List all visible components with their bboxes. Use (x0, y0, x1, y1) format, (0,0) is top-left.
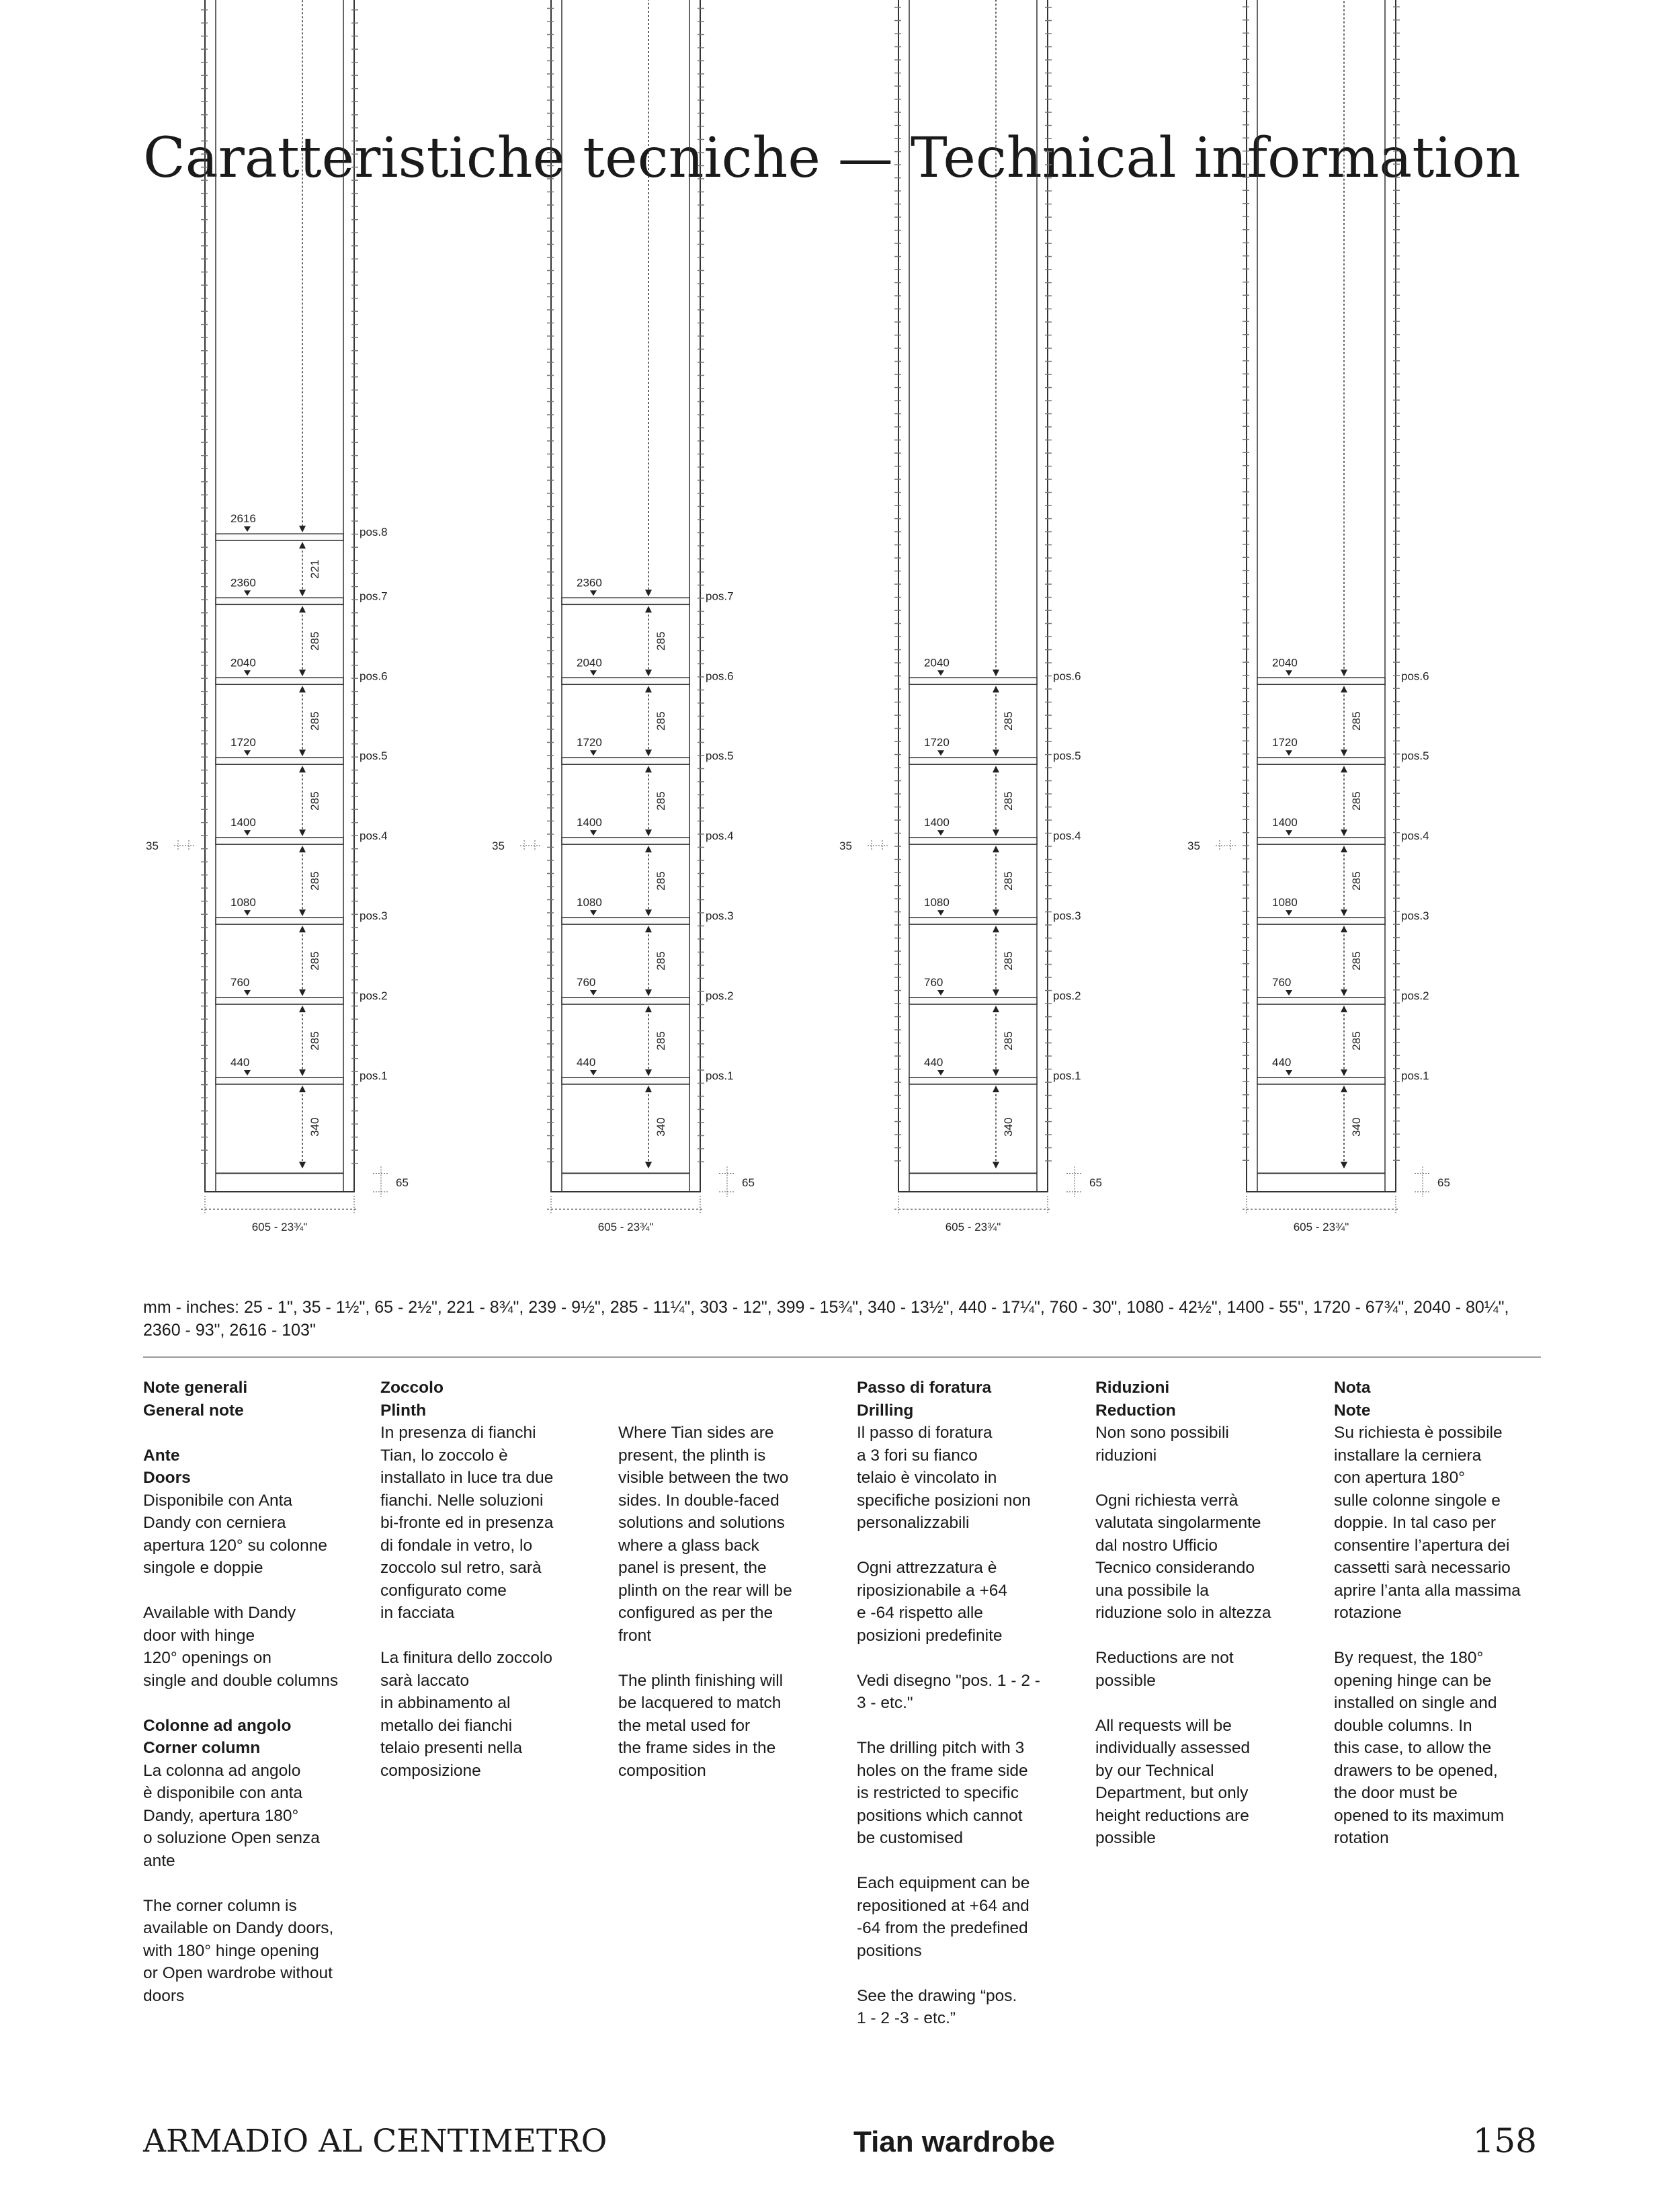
shelf (216, 998, 343, 1004)
spacing-label: 285 (1350, 951, 1363, 971)
spacing-arrow-up-icon (1341, 766, 1347, 772)
shelf-arrow-icon (244, 590, 251, 596)
spacing-label: 285 (1002, 791, 1015, 811)
plinth-label: 65 (1089, 1176, 1102, 1189)
shelf-arrow-icon (244, 750, 251, 756)
shelf-height-label: 1400 (230, 816, 256, 829)
shelf (216, 598, 343, 604)
shelf (1257, 1077, 1385, 1084)
shelf-arrow-icon (1286, 830, 1292, 836)
column-reduction (1095, 1377, 1320, 1850)
spacing-arrow-down-icon (1341, 1069, 1347, 1076)
shelf (562, 678, 689, 684)
spacing-arrow-down-icon (299, 749, 306, 756)
spacing-arrow-down-icon (299, 1162, 306, 1168)
spacing-label: 285 (1350, 791, 1363, 811)
spacing-label: 285 (1350, 1031, 1363, 1051)
spacing-arrow-up-icon (645, 766, 652, 772)
width-label: 605 - 23¾" (945, 1221, 1001, 1233)
shelf-height-label: 760 (230, 976, 250, 989)
shelf (562, 838, 689, 844)
shelf (909, 998, 1037, 1004)
page-title: Caratteristiche tecniche — Technical information (143, 126, 1521, 190)
shelf-position-label: pos.1 (360, 1069, 388, 1082)
shelf-position-label: pos.1 (706, 1069, 734, 1082)
shelf-height-label: 2040 (230, 656, 256, 669)
spacing-arrow-down-icon (299, 829, 306, 836)
shelf-arrow-icon (244, 670, 251, 676)
spacing-arrow-up-icon (1341, 846, 1347, 852)
shelf-arrow-icon (244, 990, 251, 995)
spacing-label: 285 (308, 1031, 321, 1051)
corner-column-text-en: The corner column is available on Dandy doors, with 180° hinge opening or Open wardrobe without doors (143, 1896, 334, 2005)
shelf-position-label: pos.4 (706, 829, 734, 843)
corner-column-heading: Colonne ad angolo Corner column (143, 1716, 292, 1757)
spacing-label: 285 (655, 791, 667, 811)
drilling-text-1: Il passo di foratura a 3 fori su fianco telaio è vincolato in specifiche posizioni non personalizzabili (857, 1424, 1031, 1532)
shelf-height-label: 2360 (577, 576, 602, 589)
shelf-arrow-icon (1286, 910, 1292, 915)
shelf-arrow-icon (937, 670, 944, 676)
shelf-arrow-icon (590, 910, 597, 915)
spacing-label: 285 (1002, 951, 1015, 971)
column-general-note (143, 1377, 368, 2007)
shelf-height-label: 1720 (230, 736, 256, 749)
spacing-label: 285 (1002, 711, 1015, 731)
shelf (562, 598, 689, 604)
shelf (216, 534, 343, 540)
spacing-label: 285 (1002, 1031, 1015, 1051)
doors-text-it: Disponibile con Anta Dandy con cerniera apertura 120° su colonne singole e doppie (143, 1491, 328, 1577)
spacing-arrow-down-icon (1341, 989, 1347, 996)
spacing-arrow-up-icon (299, 766, 306, 772)
shelf-position-label: pos.6 (706, 669, 734, 683)
column-plinth-en (618, 1422, 843, 1782)
shelf-arrow-icon (590, 1070, 597, 1075)
reduction-text-4: All requests will be individually assessed by our Technical Department, but only height reductions are possible (1095, 1716, 1251, 1847)
shelf-height-label: 1080 (577, 896, 602, 909)
spacing-label: 285 (1002, 871, 1015, 891)
wardrobe-diagram (837, 0, 1102, 1233)
spacing-arrow-down-icon (299, 1069, 306, 1076)
shelf-arrow-icon (937, 1070, 944, 1075)
footer-collection-name: ARMADIO AL CENTIMETRO (143, 2123, 607, 2160)
shelf-arrow-icon (244, 1070, 251, 1075)
spacing-arrow-up-icon (645, 606, 652, 612)
plinth-text-en-1: Where Tian sides are present, the plinth is visible between the two sides. In double-faced solutions and solutions where a glass back panel is present, the plinth on the rear will be configured as per the front (618, 1424, 792, 1645)
shelf-height-label: 760 (924, 976, 943, 989)
note-text-1: Su richiesta è possibile installare la cerniera con apertura 180° sulle colonne singole e doppie. In tal caso per consentire l’apertura dei cassetti sarà necessario aprire l’anta alla massima rotazione (1334, 1424, 1521, 1622)
plinth-text-1: In presenza di fianchi Tian, lo zoccolo è installato in luce tra due fianchi. Nelle soluzioni bi-fronte ed in presenza di fondale in vetro, lo zoccolo sul retro, sarà configurato come in facciata (380, 1424, 554, 1622)
shelf-height-label: 2040 (1272, 656, 1298, 669)
width-label: 605 - 23¾" (597, 1221, 654, 1233)
spacing-arrow-down-icon (993, 749, 999, 756)
drilling-heading: Passo di foratura Drilling (857, 1379, 992, 1420)
shelf-position-label: pos.4 (1053, 829, 1081, 843)
shelf-position-label: pos.5 (706, 749, 734, 763)
drilling-text-4: The drilling pitch with 3 holes on the frame side is restricted to specific positions which cannot be customised (857, 1739, 1028, 1847)
spacing-label: 340 (1002, 1117, 1015, 1137)
spacing-arrow-up-icon (645, 686, 652, 692)
shelf-position-label: pos.3 (1053, 909, 1081, 923)
doors-text-en: Available with Dandy door with hinge 120° openings on single and double columns (143, 1604, 339, 1690)
shelf-height-label: 440 (230, 1056, 250, 1069)
cabinet-frame (898, 0, 1048, 1192)
shelf-position-label: pos.1 (1401, 1069, 1429, 1082)
spacing-arrow-down-icon (993, 989, 999, 996)
spacing-label: 285 (655, 1031, 667, 1051)
shelf-arrow-icon (244, 526, 251, 532)
shelf (1257, 838, 1385, 844)
spacing-arrow-down-icon (993, 669, 999, 676)
spacing-arrow-down-icon (645, 909, 652, 916)
shelf (1257, 758, 1385, 764)
spacing-label: 340 (655, 1117, 667, 1137)
footer-product-name: Tian wardrobe (853, 2125, 1055, 2158)
footer-page-number: 158 (1472, 2121, 1537, 2160)
spacing-label: 285 (655, 871, 667, 891)
spacing-arrow-up-icon (299, 686, 306, 692)
general-note-heading: Note generali General note (143, 1379, 248, 1420)
shelf (216, 838, 343, 844)
shelf-position-label: pos.7 (706, 589, 734, 603)
shelf-height-label: 760 (577, 976, 596, 989)
shelf (216, 918, 343, 924)
shelf (909, 758, 1037, 764)
reduction-text-3: Reductions are not possible (1095, 1649, 1234, 1690)
width-label: 605 - 23¾" (1293, 1221, 1349, 1233)
spacing-arrow-up-icon (1341, 686, 1347, 692)
wardrobe-diagram (1185, 0, 1450, 1233)
spacing-arrow-up-icon (299, 926, 306, 932)
spacing-arrow-up-icon (299, 542, 306, 548)
shelf-position-label: pos.5 (360, 749, 388, 763)
shelf (216, 758, 343, 764)
drilling-text-3: Vedi disegno "pos. 1 - 2 - 3 - etc." (857, 1671, 1040, 1712)
plinth-label: 65 (396, 1176, 409, 1189)
shelf-arrow-icon (590, 750, 597, 756)
shelf-height-label: 1080 (1272, 896, 1298, 909)
shelf-height-label: 2616 (230, 512, 256, 526)
shelf (909, 678, 1037, 684)
side-gap-label: 35 (492, 840, 505, 852)
spacing-label: 285 (308, 791, 321, 811)
spacing-arrow-up-icon (1341, 1086, 1347, 1092)
shelf-height-label: 1720 (1272, 736, 1298, 749)
shelf-position-label: pos.8 (360, 526, 388, 539)
plinth-text-2: La finitura dello zoccolo sarà laccato in abbinamento al metallo dei fianchi telaio presenti nella composizione (380, 1649, 553, 1780)
spacing-arrow-up-icon (993, 1086, 999, 1092)
spacing-arrow-up-icon (645, 1006, 652, 1012)
shelf-position-label: pos.3 (706, 909, 734, 923)
spacing-label: 285 (655, 951, 667, 971)
spacing-arrow-up-icon (299, 846, 306, 852)
spacing-arrow-up-icon (299, 1086, 306, 1092)
shelf-height-label: 2040 (924, 656, 950, 669)
shelf-position-label: pos.6 (1401, 669, 1429, 683)
shelf-position-label: pos.2 (706, 989, 734, 1003)
spacing-arrow-down-icon (1341, 909, 1347, 916)
shelf-arrow-icon (590, 990, 597, 995)
shelf-arrow-icon (1286, 1070, 1292, 1075)
drilling-text-6: See the drawing “pos. 1 - 2 -3 - etc.” (857, 1986, 1017, 2027)
reduction-heading: Riduzioni Reduction (1095, 1379, 1176, 1420)
shelf (1257, 998, 1385, 1004)
shelf-height-label: 1400 (1272, 816, 1298, 829)
width-label: 605 - 23¾" (251, 1221, 308, 1233)
spacing-arrow-up-icon (645, 1086, 652, 1092)
spacing-arrow-up-icon (993, 846, 999, 852)
shelf-position-label: pos.4 (1401, 829, 1429, 843)
shelf (216, 678, 343, 684)
wardrobe-diagram (143, 0, 409, 1233)
note-heading: Nota Note (1334, 1379, 1371, 1420)
spacing-arrow-down-icon (299, 589, 306, 596)
spacing-arrow-down-icon (645, 989, 652, 996)
note-text-2: By request, the 180° opening hinge can be installed on single and double columns. In this case, to allow the drawers to be opened, the door must be opened to its maximum rotation (1334, 1649, 1505, 1847)
spacing-label: 285 (1350, 711, 1363, 731)
spacing-arrow-up-icon (645, 926, 652, 932)
spacing-arrow-up-icon (993, 926, 999, 932)
divider (143, 1356, 1541, 1358)
shelf-arrow-icon (590, 670, 597, 676)
spacing-arrow-down-icon (299, 526, 306, 532)
plinth-text-en-2: The plinth finishing will be lacquered to match the metal used for the frame sides in the composition (618, 1671, 784, 1780)
spacing-arrow-down-icon (645, 749, 652, 756)
spacing-arrow-down-icon (645, 669, 652, 676)
spacing-arrow-down-icon (1341, 1162, 1347, 1168)
plinth-label: 65 (742, 1176, 755, 1189)
doors-heading: Ante Doors (143, 1446, 191, 1487)
shelf-arrow-icon (1286, 990, 1292, 995)
shelf (216, 1077, 343, 1084)
spacing-arrow-down-icon (993, 909, 999, 916)
spacing-arrow-up-icon (993, 766, 999, 772)
shelf-arrow-icon (244, 830, 251, 836)
shelf-arrow-icon (1286, 670, 1292, 676)
shelf-position-label: pos.2 (1401, 989, 1429, 1003)
shelf-height-label: 1400 (577, 816, 602, 829)
shelf-height-label: 1080 (924, 896, 950, 909)
shelf-height-label: 1400 (924, 816, 950, 829)
spacing-arrow-down-icon (299, 909, 306, 916)
spacing-arrow-up-icon (299, 1006, 306, 1012)
reduction-text-1: Non sono possibili riduzioni (1095, 1424, 1229, 1465)
shelf-position-label: pos.5 (1053, 749, 1081, 763)
drilling-text-2: Ogni attrezzatura è riposizionabile a +64 e -64 rispetto alle posizioni predefinite (857, 1559, 1008, 1645)
shelf (1257, 918, 1385, 924)
side-gap-label: 35 (839, 840, 852, 852)
drilling-text-5: Each equipment can be repositioned at +64 and -64 from the predefined positions (857, 1874, 1030, 1960)
shelf-position-label: pos.3 (360, 909, 388, 923)
shelf-position-label: pos.7 (360, 589, 388, 603)
wardrobe-diagram (489, 0, 755, 1233)
shelf-arrow-icon (937, 910, 944, 915)
spacing-label: 285 (308, 631, 321, 651)
shelf-arrow-icon (937, 830, 944, 836)
shelf-height-label: 1080 (230, 896, 256, 909)
spacing-arrow-down-icon (299, 989, 306, 996)
spacing-arrow-down-icon (1341, 829, 1347, 836)
shelf-height-label: 1720 (577, 736, 602, 749)
shelf-arrow-icon (1286, 750, 1292, 756)
spacing-arrow-down-icon (645, 829, 652, 836)
shelf-height-label: 760 (1272, 976, 1292, 989)
shelf-position-label: pos.6 (360, 669, 388, 683)
spacing-label: 285 (1350, 871, 1363, 891)
cabinet-frame (551, 0, 700, 1192)
cabinet-frame (205, 0, 354, 1192)
spacing-arrow-down-icon (299, 669, 306, 676)
spacing-label: 285 (308, 951, 321, 971)
shelf-arrow-icon (937, 750, 944, 756)
shelf-position-label: pos.5 (1401, 749, 1429, 763)
spacing-arrow-down-icon (993, 1162, 999, 1168)
shelf (562, 998, 689, 1004)
spacing-arrow-up-icon (993, 1006, 999, 1012)
spacing-arrow-up-icon (645, 846, 652, 852)
reduction-text-2: Ogni richiesta verrà valutata singolarmente dal nostro Ufficio Tecnico considerando una possibile la riduzione solo in altezza (1095, 1491, 1271, 1622)
spacing-arrow-down-icon (1341, 669, 1347, 676)
plinth-label: 65 (1437, 1176, 1450, 1189)
spacing-label: 340 (1350, 1117, 1363, 1137)
shelf (909, 838, 1037, 844)
column-note (1334, 1377, 1559, 1850)
spacing-arrow-up-icon (299, 606, 306, 612)
spacing-label: 221 (308, 559, 321, 579)
shelf-position-label: pos.2 (1053, 989, 1081, 1003)
shelf-position-label: pos.2 (360, 989, 388, 1003)
shelf-position-label: pos.3 (1401, 909, 1429, 923)
spacing-label: 285 (308, 711, 321, 731)
shelf-position-label: pos.4 (360, 829, 388, 843)
mm-inches-conversion: mm - inches: 25 - 1", 35 - 1½", 65 - 2½", 221 - 8¾", 239 - 9½", 285 - 11¼", 303 - 12", 399 - 15¾", 340 - 13½", 440 - 17¼", 760 - 30", 1080 - 42½", 1400 - 55", 1720 - 67¾", 2040 - 80¼", 2360 - 93", 2616 - 103" (143, 1298, 1509, 1340)
shelf-height-label: 440 (924, 1056, 943, 1069)
spacing-label: 285 (308, 871, 321, 891)
shelf-height-label: 440 (577, 1056, 596, 1069)
shelf (1257, 678, 1385, 684)
column-plinth (380, 1377, 605, 1782)
shelf-arrow-icon (590, 590, 597, 596)
shelf-arrow-icon (937, 990, 944, 995)
cabinet-frame (1247, 0, 1396, 1192)
spacing-arrow-down-icon (645, 1069, 652, 1076)
shelf-height-label: 440 (1272, 1056, 1292, 1069)
shelf-position-label: pos.6 (1053, 669, 1081, 683)
spacing-arrow-up-icon (1341, 926, 1347, 932)
spacing-arrow-down-icon (993, 829, 999, 836)
plinth-heading: Zoccolo Plinth (380, 1379, 444, 1420)
side-gap-label: 35 (1187, 840, 1200, 852)
shelf-height-label: 1720 (924, 736, 950, 749)
spacing-label: 285 (655, 631, 667, 651)
spacing-label: 340 (308, 1117, 321, 1137)
spacing-arrow-up-icon (1341, 1006, 1347, 1012)
shelf (909, 918, 1037, 924)
shelf (562, 918, 689, 924)
side-gap-label: 35 (146, 840, 159, 852)
spacing-arrow-down-icon (645, 1162, 652, 1168)
spacing-arrow-down-icon (1341, 749, 1347, 756)
column-drilling (857, 1377, 1082, 2030)
shelf (562, 1077, 689, 1084)
shelf (909, 1077, 1037, 1084)
shelf-position-label: pos.1 (1053, 1069, 1081, 1082)
spacing-arrow-up-icon (993, 686, 999, 692)
shelf-height-label: 2360 (230, 576, 256, 589)
spacing-arrow-down-icon (993, 1069, 999, 1076)
shelf-arrow-icon (244, 910, 251, 915)
shelf-arrow-icon (590, 830, 597, 836)
shelf (562, 758, 689, 764)
corner-column-text-it: La colonna ad angolo è disponibile con anta Dandy, apertura 180° o soluzione Open senza ante (143, 1761, 320, 1870)
spacing-label: 285 (655, 711, 667, 731)
spacing-arrow-down-icon (645, 589, 652, 596)
shelf-height-label: 2040 (577, 656, 602, 669)
